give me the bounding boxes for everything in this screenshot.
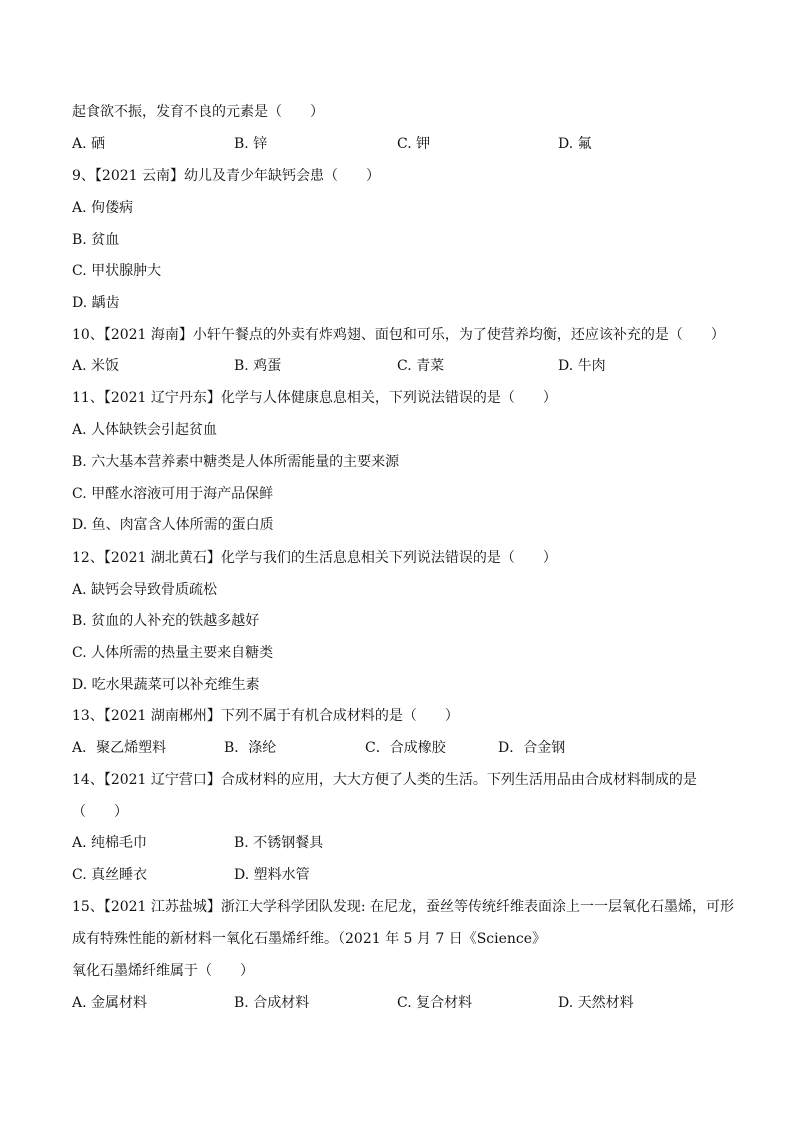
question-9-stem: 9、【2021 云南】幼儿及青少年缺钙会患（ ） <box>72 168 380 184</box>
question-10-option-d: D. 牛肉 <box>558 358 606 374</box>
question-11-option-c: C. 甲醛水溶液可用于海产品保鲜 <box>72 486 274 502</box>
question-11-option-a: A. 人体缺铁会引起贫血 <box>72 422 218 438</box>
question-8-stem: 起食欲不振，发育不良的元素是（ ） <box>72 104 324 120</box>
question-12-stem: 12、【2021 湖北黄石】化学与我们的生活息息相关下列说法错误的是（ ） <box>72 550 557 566</box>
question-15-option-a: A. 金属材料 <box>72 995 148 1011</box>
question-8-option-b: B. 锌 <box>234 136 268 152</box>
question-10-option-b: B. 鸡蛋 <box>234 358 282 374</box>
question-9-option-c: C. 甲状腺肿大 <box>72 263 162 279</box>
question-13-stem: 13、【2021 湖南郴州】下列不属于有机合成材料的是（ ） <box>72 708 459 724</box>
question-12-option-c: C. 人体所需的热量主要来自糖类 <box>72 645 274 661</box>
question-14-stem: 14、【2021 辽宁营口】合成材料的应用，大大方便了人类的生活。下列生活用品由合成材料制成的是 <box>72 772 697 788</box>
question-9-option-d: D. 龋齿 <box>72 295 120 311</box>
question-13-option-b: B．涤纶 <box>224 740 277 756</box>
question-10-option-c: C. 青菜 <box>397 358 445 374</box>
question-14-option-a: A. 纯棉毛巾 <box>72 835 148 851</box>
question-15-option-c: C. 复合材料 <box>397 995 473 1011</box>
question-14-option-c: C. 真丝睡衣 <box>72 867 148 883</box>
question-10-stem: 10、【2021 海南】小轩午餐点的外卖有炸鸡翅、面包和可乐，为了使营养均衡，还应该补充的是（ ） <box>72 327 725 343</box>
question-15-stem-line3: 氧化石墨烯纤维属于（ ） <box>72 963 254 979</box>
question-12-option-a: A. 缺钙会导致骨质疏松 <box>72 582 218 598</box>
question-14-option-b: B. 不锈钢餐具 <box>234 835 324 851</box>
question-8-option-a: A. 硒 <box>72 136 106 152</box>
question-9-option-b: B. 贫血 <box>72 232 120 248</box>
question-8-option-c: C. 钾 <box>397 136 431 152</box>
question-14-stem-line2: （ ） <box>72 804 128 820</box>
question-11-option-d: D. 鱼、肉富含人体所需的蛋白质 <box>72 517 274 533</box>
question-11-option-b: B. 六大基本营养素中糖类是人体所需能量的主要来源 <box>72 454 400 470</box>
question-10-option-a: A. 米饭 <box>72 358 120 374</box>
question-12-option-b: B. 贫血的人补充的铁越多越好 <box>72 613 260 629</box>
question-15-stem-line2: 成有特殊性能的新材料一氧化石墨烯纤维。（2021 年 5 月 7 日《Science》 <box>72 931 547 947</box>
question-15-option-b: B. 合成材料 <box>234 995 310 1011</box>
question-8-option-d: D. 氟 <box>558 136 592 152</box>
question-13-option-a: A．聚乙烯塑料 <box>72 740 167 756</box>
question-15-stem: 15、【2021 江苏盐城】浙江大学科学团队发现: 在尼龙，蚕丝等传统纤维表面涂上一一层氧化石墨烯，可形 <box>72 899 735 915</box>
question-11-stem: 11、【2021 辽宁丹东】化学与人体健康息息相关，下列说法错误的是（ ） <box>72 390 557 406</box>
question-13-option-d: D．合金钢 <box>498 740 566 756</box>
question-12-option-d: D. 吃水果蔬菜可以补充维生素 <box>72 677 260 693</box>
question-9-option-a: A. 佝偻病 <box>72 200 134 216</box>
question-14-option-d: D. 塑料水管 <box>234 867 310 883</box>
question-13-option-c: C．合成橡胶 <box>365 740 446 756</box>
question-15-option-d: D. 天然材料 <box>558 995 634 1011</box>
